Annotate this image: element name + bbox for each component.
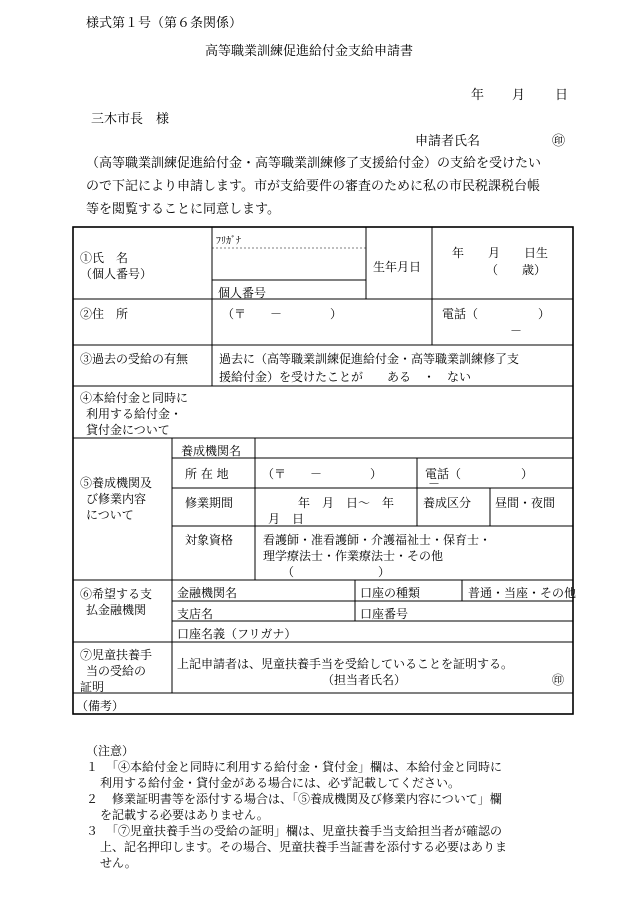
note-3-number: ３: [86, 824, 99, 838]
past-receipt-label: ③過去の受給の有無: [80, 352, 189, 366]
intro-line-3: 等を閲覧することに同意します。: [86, 202, 280, 217]
age-field: （ 歳）: [486, 263, 547, 277]
child-support-label-2: 当の受給の: [86, 664, 147, 678]
personal-number-field-label: 個人番号: [218, 286, 267, 300]
address-phone-dash: －: [510, 324, 523, 338]
concurrent-benefit-label-3: 貸付金について: [86, 423, 170, 437]
bank-section-label-2: 払金融機関: [86, 603, 147, 617]
birthdate-label: 生年月日: [373, 260, 422, 274]
training-division-value[interactable]: 昼間・夜間: [495, 496, 556, 510]
qualification-other-field[interactable]: （ ）: [282, 565, 391, 579]
officer-seal-mark: ㊞: [552, 673, 565, 687]
concurrent-benefit-label-2: 利用する給付金・: [86, 407, 183, 421]
institution-location-label: 所 在 地: [185, 467, 229, 481]
child-support-cert-text: 上記申請者は、児童扶養手当を受給していることを証明する。: [177, 657, 514, 671]
past-receipt-text-2: 援給付金）を受けたことが ある ・ ない: [219, 370, 472, 384]
address-field[interactable]: [213, 320, 431, 344]
training-label-3: について: [86, 508, 134, 522]
institution-name-field[interactable]: [256, 439, 572, 457]
qualification-options-1[interactable]: 看護師・准看護師・介護福祉士・保育士・: [263, 533, 492, 547]
address-phone-label: 電話（ ）: [442, 307, 551, 321]
note-2-number: ２: [86, 792, 99, 806]
note-1-line-2: 利用する給付金・貸付金がある場合には、必ず記載してください。: [100, 776, 461, 790]
note-3-line-1: 「⑦児童扶養手当の受給の証明」欄は、児童扶養手当支給担当者が確認の: [100, 824, 503, 838]
institution-phone-dash: －: [428, 477, 441, 491]
form-title: 高等職業訓練促進給付金支給申請書: [205, 44, 414, 59]
training-division-label: 養成区分: [423, 496, 472, 510]
account-holder-label: 口座名義（フリガナ）: [177, 627, 297, 641]
account-type-label: 口座の種類: [360, 586, 421, 600]
address-postal: （〒 － ）: [222, 307, 343, 321]
training-label-1: ⑤養成機関及: [80, 476, 153, 490]
note-1-number: １: [86, 760, 99, 774]
name-field[interactable]: [213, 249, 365, 279]
name-label: ①氏 名: [80, 251, 129, 265]
personal-number-label: （個人番号）: [80, 267, 153, 281]
note-3-line-2: 上、記名押印します。その場合、児童扶養手当証書を添付する必要はありま: [100, 840, 508, 854]
concurrent-benefit-field[interactable]: [213, 387, 572, 437]
qualification-options-2[interactable]: 理学療法士・作業療法士・その他: [263, 549, 444, 563]
notes-heading: （注意）: [86, 744, 135, 758]
account-type-value[interactable]: 普通・当座・その他: [468, 586, 577, 600]
applicant-name-label: 申請者氏名: [415, 134, 481, 149]
date-month-label: 月: [512, 88, 526, 103]
account-number-label: 口座番号: [360, 607, 409, 621]
child-support-label-3: 証明: [80, 680, 105, 694]
date-year-label: 年: [471, 88, 485, 103]
branch-name-label: 支店名: [177, 607, 214, 621]
furigana-label: ﾌﾘｶﾞﾅ: [216, 236, 241, 247]
address-label: ②住 所: [80, 307, 129, 321]
birthdate-ymd: 年 月 日生: [452, 246, 549, 260]
intro-line-1: （高等職業訓練促進給付金・高等職業訓練修了支援給付金）の支給を受けたい: [86, 156, 542, 171]
form-number: 様式第１号（第６条関係）: [86, 16, 243, 31]
study-period-end: 月 日: [268, 512, 305, 526]
bank-section-label-1: ⑥希望する支: [80, 587, 153, 601]
study-period-label: 修業期間: [185, 496, 234, 510]
study-period-range: 年 月 日～ 年: [298, 496, 395, 510]
intro-line-2: ので下記により申請します。市が支給要件の審査のために私の市民税課税台帳: [86, 179, 540, 194]
note-2-line-1: 修業証明書等を添付する場合は、「⑤養成機関及び修業内容について」欄: [100, 792, 502, 806]
remarks-label: （備考）: [76, 699, 125, 713]
officer-name-label: （担当者氏名）: [322, 673, 407, 687]
training-label-2: び修業内容: [86, 492, 147, 506]
applicant-seal-mark: ㊞: [552, 134, 566, 149]
institution-postal: （〒 － ）: [262, 467, 383, 481]
bank-name-label: 金融機関名: [177, 586, 238, 600]
past-receipt-text-1: 過去に（高等職業訓練促進給付金・高等職業訓練修了支: [219, 352, 520, 366]
note-2-line-2: を記載する必要はありません。: [100, 808, 269, 822]
institution-phone-label: 電話（ ）: [425, 467, 534, 481]
institution-name-label: 養成機関名: [181, 444, 242, 458]
note-3-line-3: せん。: [100, 856, 137, 870]
addressee: 三木市長 様: [91, 112, 170, 127]
note-1-line-1: 「④本給付金と同時に利用する給付金・貸付金」欄は、本給付金と同時に: [100, 760, 503, 774]
child-support-label-1: ⑦児童扶養手: [80, 648, 153, 662]
qualification-label: 対象資格: [185, 533, 234, 547]
concurrent-benefit-label-1: ④本給付金と同時に: [80, 391, 189, 405]
date-day-label: 日: [555, 88, 569, 103]
